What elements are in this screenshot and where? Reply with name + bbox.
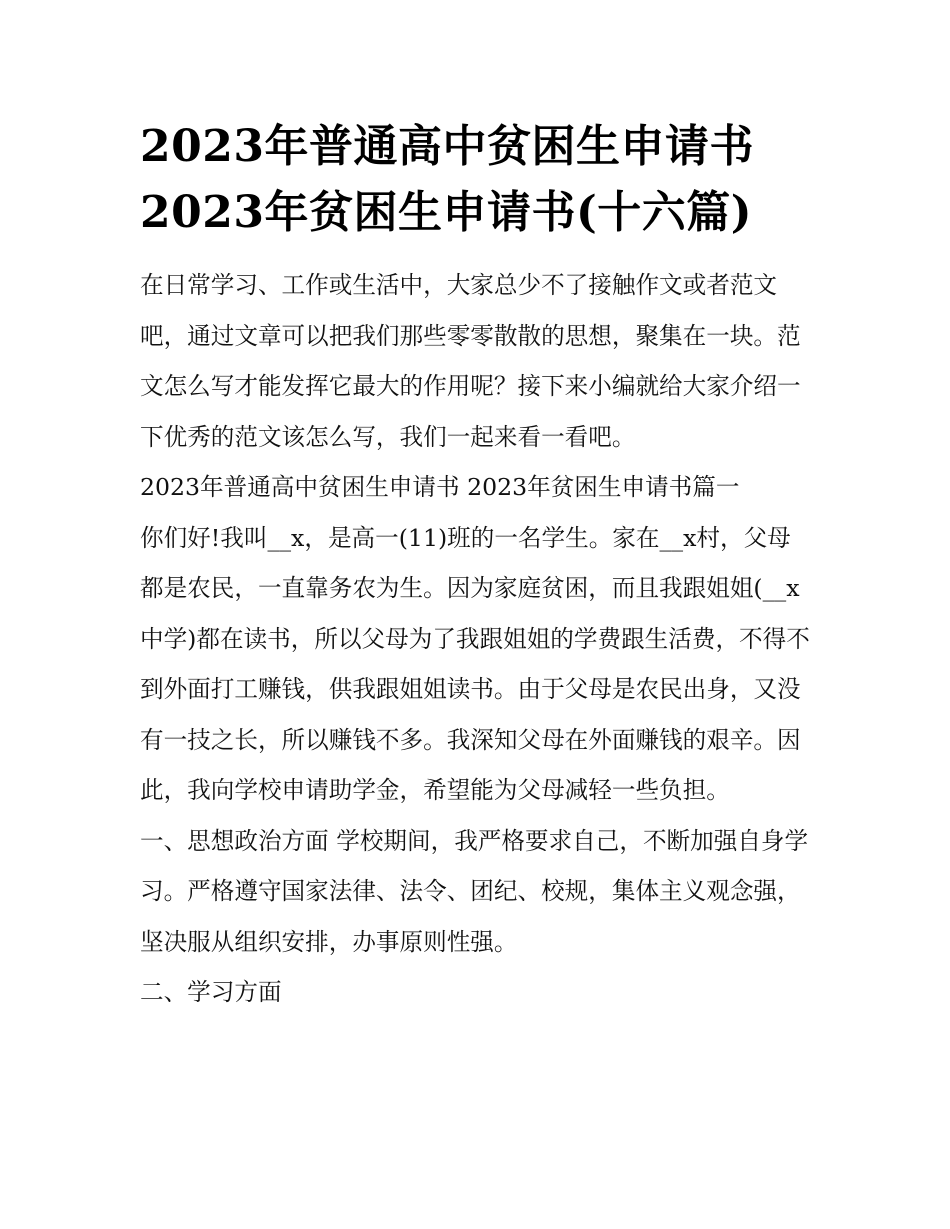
- study-heading: 二、学习方面: [140, 978, 282, 1006]
- document-title: [140, 114, 812, 246]
- section-heading: 2023年普通高中贫困生申请书 2023年贫困生申请书篇一: [140, 473, 740, 501]
- title-line-2: 2023年贫困生申请书(十六篇): [140, 187, 753, 238]
- greeting-paragraph: 你们好!我叫__x，是高一(11)班的一名学生。家在__x村，父母都是农民，一直靠务农为生。因为家庭贫困，而且我跟姐姐(__x中学)都在读书，所以父母为了我跟姐姐的学费跟生活费，不得不到外面打工赚钱，供我跟姐姐读书。由于父母是农民出身，又没有一技之长，所以赚钱不多。我深知父母在外面赚钱的艰辛。因此，我向学校申请助学金，希望能为父母减轻一些负担。: [140, 523, 810, 804]
- document-body: [140, 114, 812, 1018]
- political-paragraph: 一、思想政治方面 学校期间，我严格要求自己，不断加强自身学习。严格遵守国家法律、法令、团纪、校规，集体主义观念强，坚决服从组织安排，办事原则性强。: [140, 826, 809, 956]
- intro-paragraph: 在日常学习、工作或生活中，大家总少不了接触作文或者范文吧，通过文章可以把我们那些零零散散的思想，聚集在一块。范文怎么写才能发挥它最大的作用呢？接下来小编就给大家介绍一下优秀的范文该怎么写，我们一起来看一看吧。: [140, 271, 801, 451]
- title-line-1: 2023年普通高中贫困生申请书: [140, 121, 754, 172]
